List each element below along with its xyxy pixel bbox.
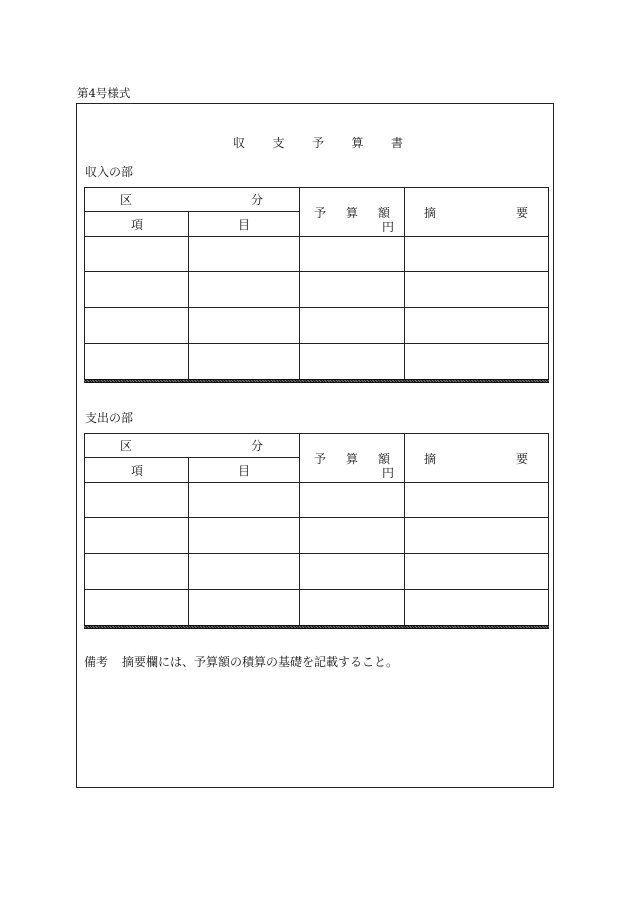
form-number: 第4号様式 <box>77 86 131 100</box>
header-you: 要 <box>516 452 529 466</box>
header-kou: 項 <box>131 218 144 232</box>
table-bottom-double-rule <box>84 625 549 629</box>
header-teki: 摘 <box>424 206 437 220</box>
income-table <box>84 187 549 382</box>
header-you: 要 <box>516 206 529 220</box>
income-section-label: 収入の部 <box>85 165 134 179</box>
expense-table <box>84 433 549 628</box>
header-moku: 目 <box>238 218 251 232</box>
header-yosan-3: 額 <box>378 452 391 466</box>
title-char: 収 <box>233 136 246 150</box>
remarks-label: 備考 <box>84 655 109 669</box>
title-char: 算 <box>351 136 364 150</box>
header-yosan-2: 算 <box>346 452 359 466</box>
header-yosan-3: 額 <box>378 206 391 220</box>
header-moku: 目 <box>238 464 251 478</box>
header-kubun: 区 <box>120 193 133 207</box>
header-yen: 円 <box>382 220 395 234</box>
title-char: 予 <box>311 136 324 150</box>
header-yen: 円 <box>382 466 395 480</box>
header-teki: 摘 <box>424 452 437 466</box>
header-kou: 項 <box>131 464 144 478</box>
header-bun: 分 <box>251 193 264 207</box>
table-bottom-double-rule <box>84 379 549 383</box>
remarks-text: 摘要欄には、予算額の積算の基礎を記載すること。 <box>122 655 399 669</box>
title-char: 支 <box>272 136 285 150</box>
title-char: 書 <box>390 136 403 150</box>
remarks-note <box>84 655 398 669</box>
header-bun: 分 <box>251 439 264 453</box>
header-yosan-2: 算 <box>346 206 359 220</box>
header-kubun: 区 <box>120 439 133 453</box>
header-yosan-1: 予 <box>314 206 327 220</box>
header-yosan-1: 予 <box>314 452 327 466</box>
document-title <box>233 136 403 150</box>
expense-section-label: 支出の部 <box>85 411 134 425</box>
